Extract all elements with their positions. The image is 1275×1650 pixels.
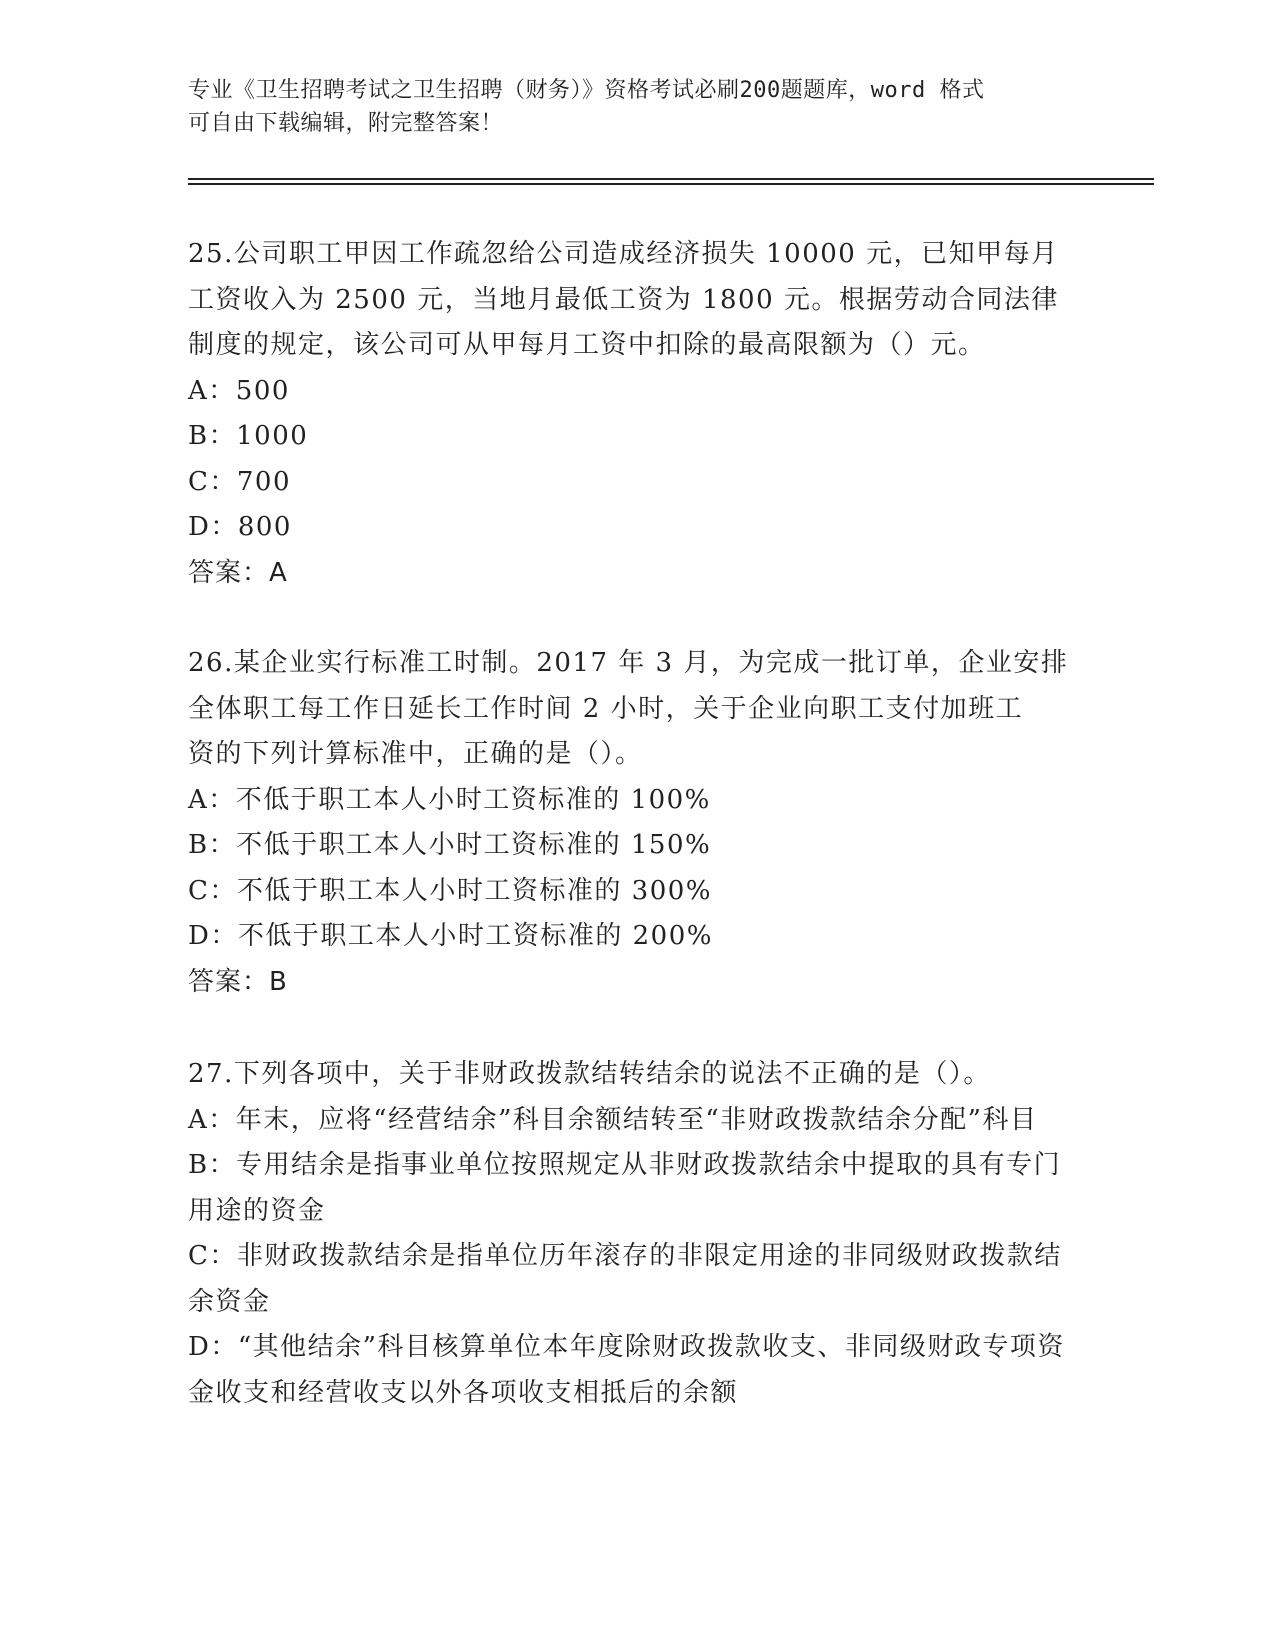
option-b: B：不低于职工本人小时工资标准的 150% xyxy=(188,830,712,860)
option-a: A：年末，应将“经营结余”科目余额结转至“非财政拨款结余分配”科目 xyxy=(188,1104,1038,1135)
question-text-line: 27.下列各项中，关于非财政拨款结转结余的说法不正确的是（）。 xyxy=(188,1059,991,1089)
option-b: B：1000 xyxy=(188,421,309,451)
question-text-line: 25.公司职工甲因工作疏忽给公司造成经济损失 10000 元，已知甲每月 xyxy=(188,239,1059,269)
question-text-line: 全体职工每工作日延长工作时间 2 小时，关于企业向职工支付加班工 xyxy=(188,693,1024,724)
header-divider-top xyxy=(188,178,1154,180)
header-divider-bottom xyxy=(188,183,1154,185)
question-text-line: 制度的规定，该公司可从甲每月工资中扣除的最高限额为（）元。 xyxy=(188,330,986,360)
question-26 xyxy=(188,641,1088,1005)
option-a: A：不低于职工本人小时工资标准的 100% xyxy=(188,784,711,815)
header-line-1: 专业《卫生招聘考试之卫生招聘（财务）》资格考试必刷200题题库，word 格式 xyxy=(188,78,985,103)
option-d: D：800 xyxy=(188,512,292,542)
option-d: D：“其他结余”科目核算单位本年度除财政拨款收支、非同级财政专项资金收支和经营收支以外各项收支相抵后的余额 xyxy=(188,1332,1065,1408)
question-25 xyxy=(188,232,1088,596)
option-a: A：500 xyxy=(188,375,290,406)
answer-label: 答案：A xyxy=(188,557,288,588)
option-d: D：不低于职工本人小时工资标准的 200% xyxy=(188,921,713,951)
question-text-line: 资的下列计算标准中，正确的是（）。 xyxy=(188,739,643,769)
option-c: C：非财政拨款结余是指单位历年滚存的非限定用途的非同级财政拨款结余资金 xyxy=(188,1241,1062,1317)
option-c: C：不低于职工本人小时工资标准的 300% xyxy=(188,875,712,906)
answer-label: 答案：B xyxy=(188,966,288,997)
question-27 xyxy=(188,1052,1088,1416)
question-text-line: 工资收入为 2500 元，当地月最低工资为 1800 元。根据劳动合同法律 xyxy=(188,284,1059,315)
header-line-2: 可自由下载编辑，附完整答案！ xyxy=(188,111,504,136)
document-header xyxy=(188,74,1068,140)
question-text-line: 26.某企业实行标准工时制。2017 年 3 月，为完成一批订单，企业安排 xyxy=(188,648,1069,678)
option-b: B：专用结余是指事业单位按照规定从非财政拨款结余中提取的具有专门用途的资金 xyxy=(188,1150,1062,1226)
option-c: C：700 xyxy=(188,466,292,497)
